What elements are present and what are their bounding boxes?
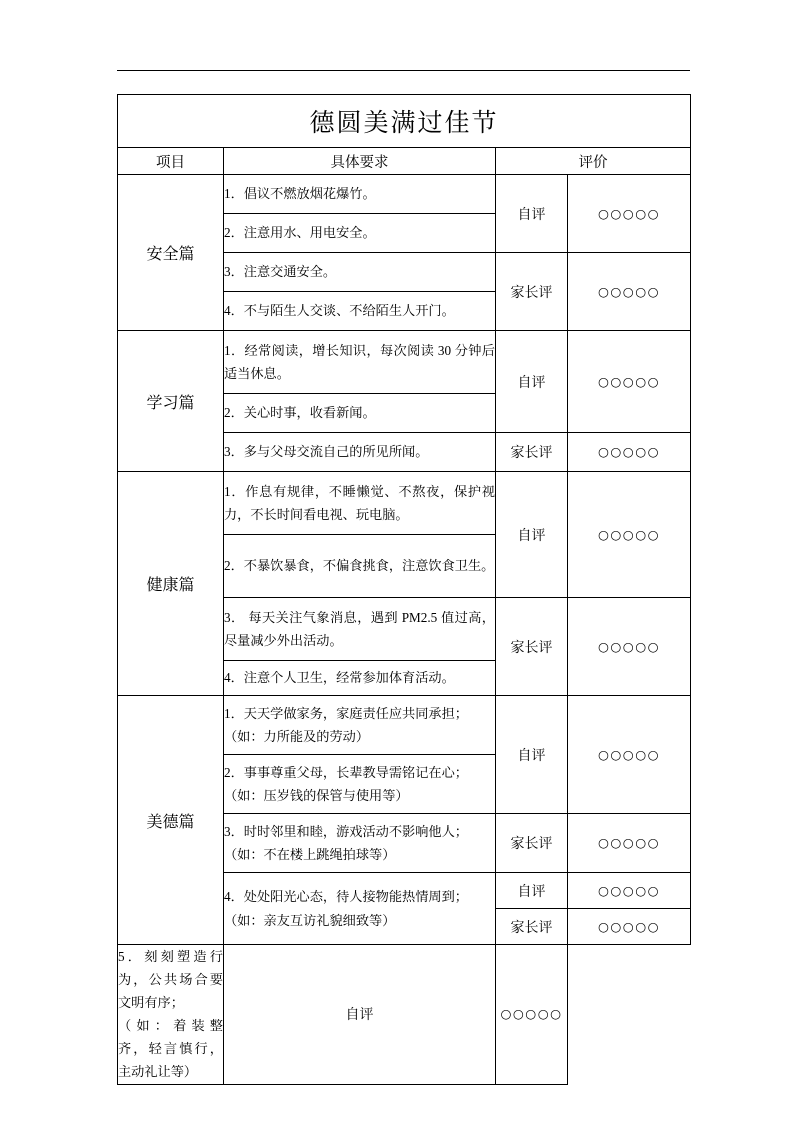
eval-label-parent: 家长评 — [496, 253, 568, 331]
evaluation-table — [117, 94, 691, 1085]
requirement-item: 4．注意个人卫生，经常参加体育活动。 — [224, 661, 496, 696]
rating-circles: ○○○○○ — [597, 638, 661, 654]
requirement-item: 1．作息有规律，不睡懒觉、不熬夜，保护视力，不长时间看电视、玩电脑。 — [224, 472, 496, 535]
requirement-item: 1．倡议不燃放烟花爆竹。 — [224, 175, 496, 214]
top-rule — [117, 70, 690, 71]
rating-circles: ○○○○○ — [597, 526, 661, 542]
requirement-text: 1．天天学做家务，家庭责任应共同承担； — [224, 705, 468, 721]
header-requirement: 具体要求 — [224, 148, 496, 175]
category-safety: 安全篇 — [118, 175, 224, 331]
eval-label-parent: 家长评 — [496, 909, 568, 945]
table-title-row — [118, 95, 691, 148]
rating-circles: ○○○○○ — [597, 373, 661, 389]
requirement-item: 3． 每天关注气象消息，遇到 PM2.5 值过高，尽量减少外出活动。 — [224, 598, 496, 661]
table-row — [118, 331, 691, 394]
requirement-subtext: （如：力所能及的劳动） — [224, 729, 370, 744]
requirement-text: 2．事事尊重父母，长辈教导需铭记在心； — [224, 764, 468, 780]
requirement-item: 2．关心时事，收看新闻。 — [224, 394, 496, 433]
requirement-subtext: （如：亲友互访礼貌细致等） — [224, 912, 396, 928]
rating-marks[interactable] — [568, 909, 691, 945]
requirement-item: 3．注意交通安全。 — [224, 253, 496, 292]
rating-circles: ○○○○○ — [597, 283, 661, 299]
eval-label-parent: 家长评 — [496, 814, 568, 873]
rating-circles: ○○○○○ — [597, 918, 661, 934]
table-row — [118, 175, 691, 214]
rating-circles: ○○○○○ — [500, 1006, 563, 1022]
eval-label-parent: 家长评 — [496, 433, 568, 472]
requirement-item: 2．不暴饮暴食，不偏食挑食，注意饮食卫生。 — [224, 535, 496, 598]
eval-label-self: 自评 — [496, 331, 568, 433]
category-virtue: 美德篇 — [118, 696, 224, 945]
eval-label-self: 自评 — [496, 873, 568, 909]
requirement-item — [118, 945, 224, 1085]
requirement-item: 4．不与陌生人交谈、不给陌生人开门。 — [224, 292, 496, 331]
requirement-subtext: （如：着装整齐，轻言慎行，主动礼让等） — [118, 1018, 223, 1080]
rating-marks[interactable] — [568, 814, 691, 873]
requirement-text: 5．刻刻塑造行为，公共场合要文明有序； — [118, 949, 223, 1011]
requirement-text: 3．时时邻里和睦，游戏活动不影响他人； — [224, 823, 468, 839]
table-row — [118, 945, 691, 1085]
eval-label-self: 自评 — [224, 945, 496, 1085]
requirement-item — [224, 696, 496, 755]
requirement-text: 4．处处阳光心态，待人接物能热情周到； — [224, 889, 468, 905]
eval-label-self: 自评 — [496, 696, 568, 814]
table-header-row — [118, 148, 691, 175]
rating-marks[interactable] — [568, 175, 691, 253]
requirement-item — [224, 873, 496, 945]
rating-marks[interactable] — [568, 331, 691, 433]
rating-circles: ○○○○○ — [597, 205, 661, 221]
rating-marks[interactable] — [568, 253, 691, 331]
rating-marks[interactable] — [568, 472, 691, 598]
table-row — [118, 696, 691, 755]
requirement-item: 3．多与父母交流自己的所见所闻。 — [224, 433, 496, 472]
requirement-subtext: （如：不在楼上跳绳拍球等） — [224, 847, 396, 862]
requirement-item: 2．注意用水、用电安全。 — [224, 214, 496, 253]
table-row — [118, 472, 691, 535]
category-health: 健康篇 — [118, 472, 224, 696]
header-category: 项目 — [118, 148, 224, 175]
rating-circles: ○○○○○ — [597, 835, 661, 850]
requirement-item — [224, 814, 496, 873]
rating-marks[interactable] — [496, 945, 568, 1085]
eval-label-parent: 家长评 — [496, 598, 568, 696]
page-title: 德圆美满过佳节 — [118, 95, 691, 148]
requirement-subtext: （如：压岁钱的保管与使用等） — [224, 788, 409, 803]
rating-marks[interactable] — [568, 873, 691, 909]
eval-label-self: 自评 — [496, 472, 568, 598]
requirement-item — [224, 755, 496, 814]
rating-marks[interactable] — [568, 433, 691, 472]
header-evaluation: 评价 — [496, 148, 691, 175]
rating-marks[interactable] — [568, 696, 691, 814]
rating-circles: ○○○○○ — [597, 444, 661, 459]
rating-marks[interactable] — [568, 598, 691, 696]
rating-circles: ○○○○○ — [597, 746, 661, 762]
eval-label-self: 自评 — [496, 175, 568, 253]
category-study: 学习篇 — [118, 331, 224, 472]
requirement-item: 1．经常阅读，增长知识，每次阅读 30 分钟后适当休息。 — [224, 331, 496, 394]
rating-circles: ○○○○○ — [597, 882, 661, 898]
